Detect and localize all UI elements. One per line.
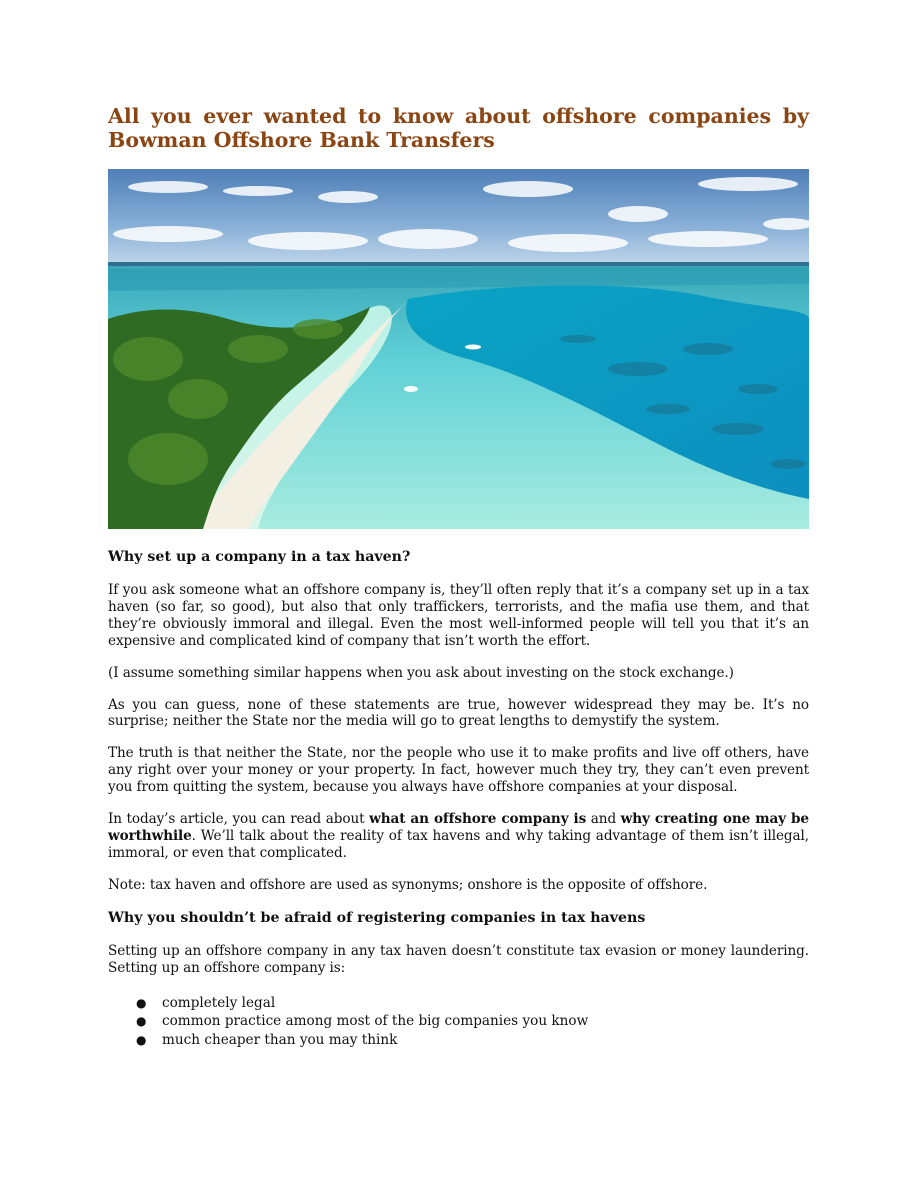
paragraph-4: The truth is that neither the State, nor the people who use it to make profits and live off others, have any right over your money or your property. In fact, however much they try, they can’t even prevent you from quitting the system, because you always have offshore companies at your disposal. bbox=[108, 745, 809, 796]
paragraph-5-bold-a: what an offshore company is bbox=[369, 811, 587, 828]
bullet-icon: ● bbox=[136, 995, 147, 1010]
list-item bbox=[136, 1012, 809, 1031]
list-item-text: much cheaper than you may think bbox=[162, 1031, 398, 1048]
list-item-text: completely legal bbox=[162, 994, 276, 1011]
bullet-list bbox=[108, 994, 809, 1050]
section-heading-tax-haven: Why set up a company in a tax haven? bbox=[108, 549, 411, 565]
list-item bbox=[136, 994, 809, 1013]
bullet-icon: ● bbox=[136, 1014, 147, 1029]
paragraph-5-text-c: . We’ll talk about the reality of tax havens and why taking advantage of them isn’t illegal, immoral, or even that complicated. bbox=[108, 827, 809, 861]
paragraph-5-bold-b: why creating one may be worthwhile bbox=[108, 811, 809, 844]
bullet-icon: ● bbox=[136, 1032, 147, 1047]
list-item bbox=[136, 1031, 809, 1050]
article-title: All you ever wanted to know about offshore companies by Bowman Offshore Bank Transfers bbox=[108, 104, 809, 152]
paragraph-5 bbox=[108, 811, 809, 862]
paragraph-7: Setting up an offshore company in any tax haven doesn’t constitute tax evasion or money laundering. Setting up an offshore company is: bbox=[108, 942, 809, 976]
paragraph-3: As you can guess, none of these statements are true, however widespread they may be. It’s no surprise; neither the State nor the media will go to great lengths to demystify the system. bbox=[108, 696, 809, 730]
section-heading-registering: Why you shouldn’t be afraid of registering companies in tax havens bbox=[108, 909, 646, 926]
paragraph-5-text-b: and bbox=[586, 811, 621, 828]
paragraph-5-text-a: In today’s article, you can read about bbox=[108, 811, 370, 828]
list-item-text: common practice among most of the big companies you know bbox=[162, 1013, 589, 1030]
paragraph-2: (I assume something similar happens when you ask about investing on the stock exchange.) bbox=[108, 664, 734, 681]
paragraph-1: If you ask someone what an offshore company is, they’ll often reply that it’s a company set up in a tax haven (so far, so good), but also that only traffickers, terrorists, and the mafia use them, and that they’re obviously immoral and illegal. Even the most well-informed people will tell you that it’s an expensive and complicated kind of company that isn’t worth the effort. bbox=[108, 582, 809, 649]
paragraph-note: Note: tax haven and offshore are used as synonyms; onshore is the opposite of offshore. bbox=[108, 876, 708, 893]
article-body bbox=[108, 104, 809, 1049]
hero-image-tropical-island bbox=[108, 169, 809, 529]
